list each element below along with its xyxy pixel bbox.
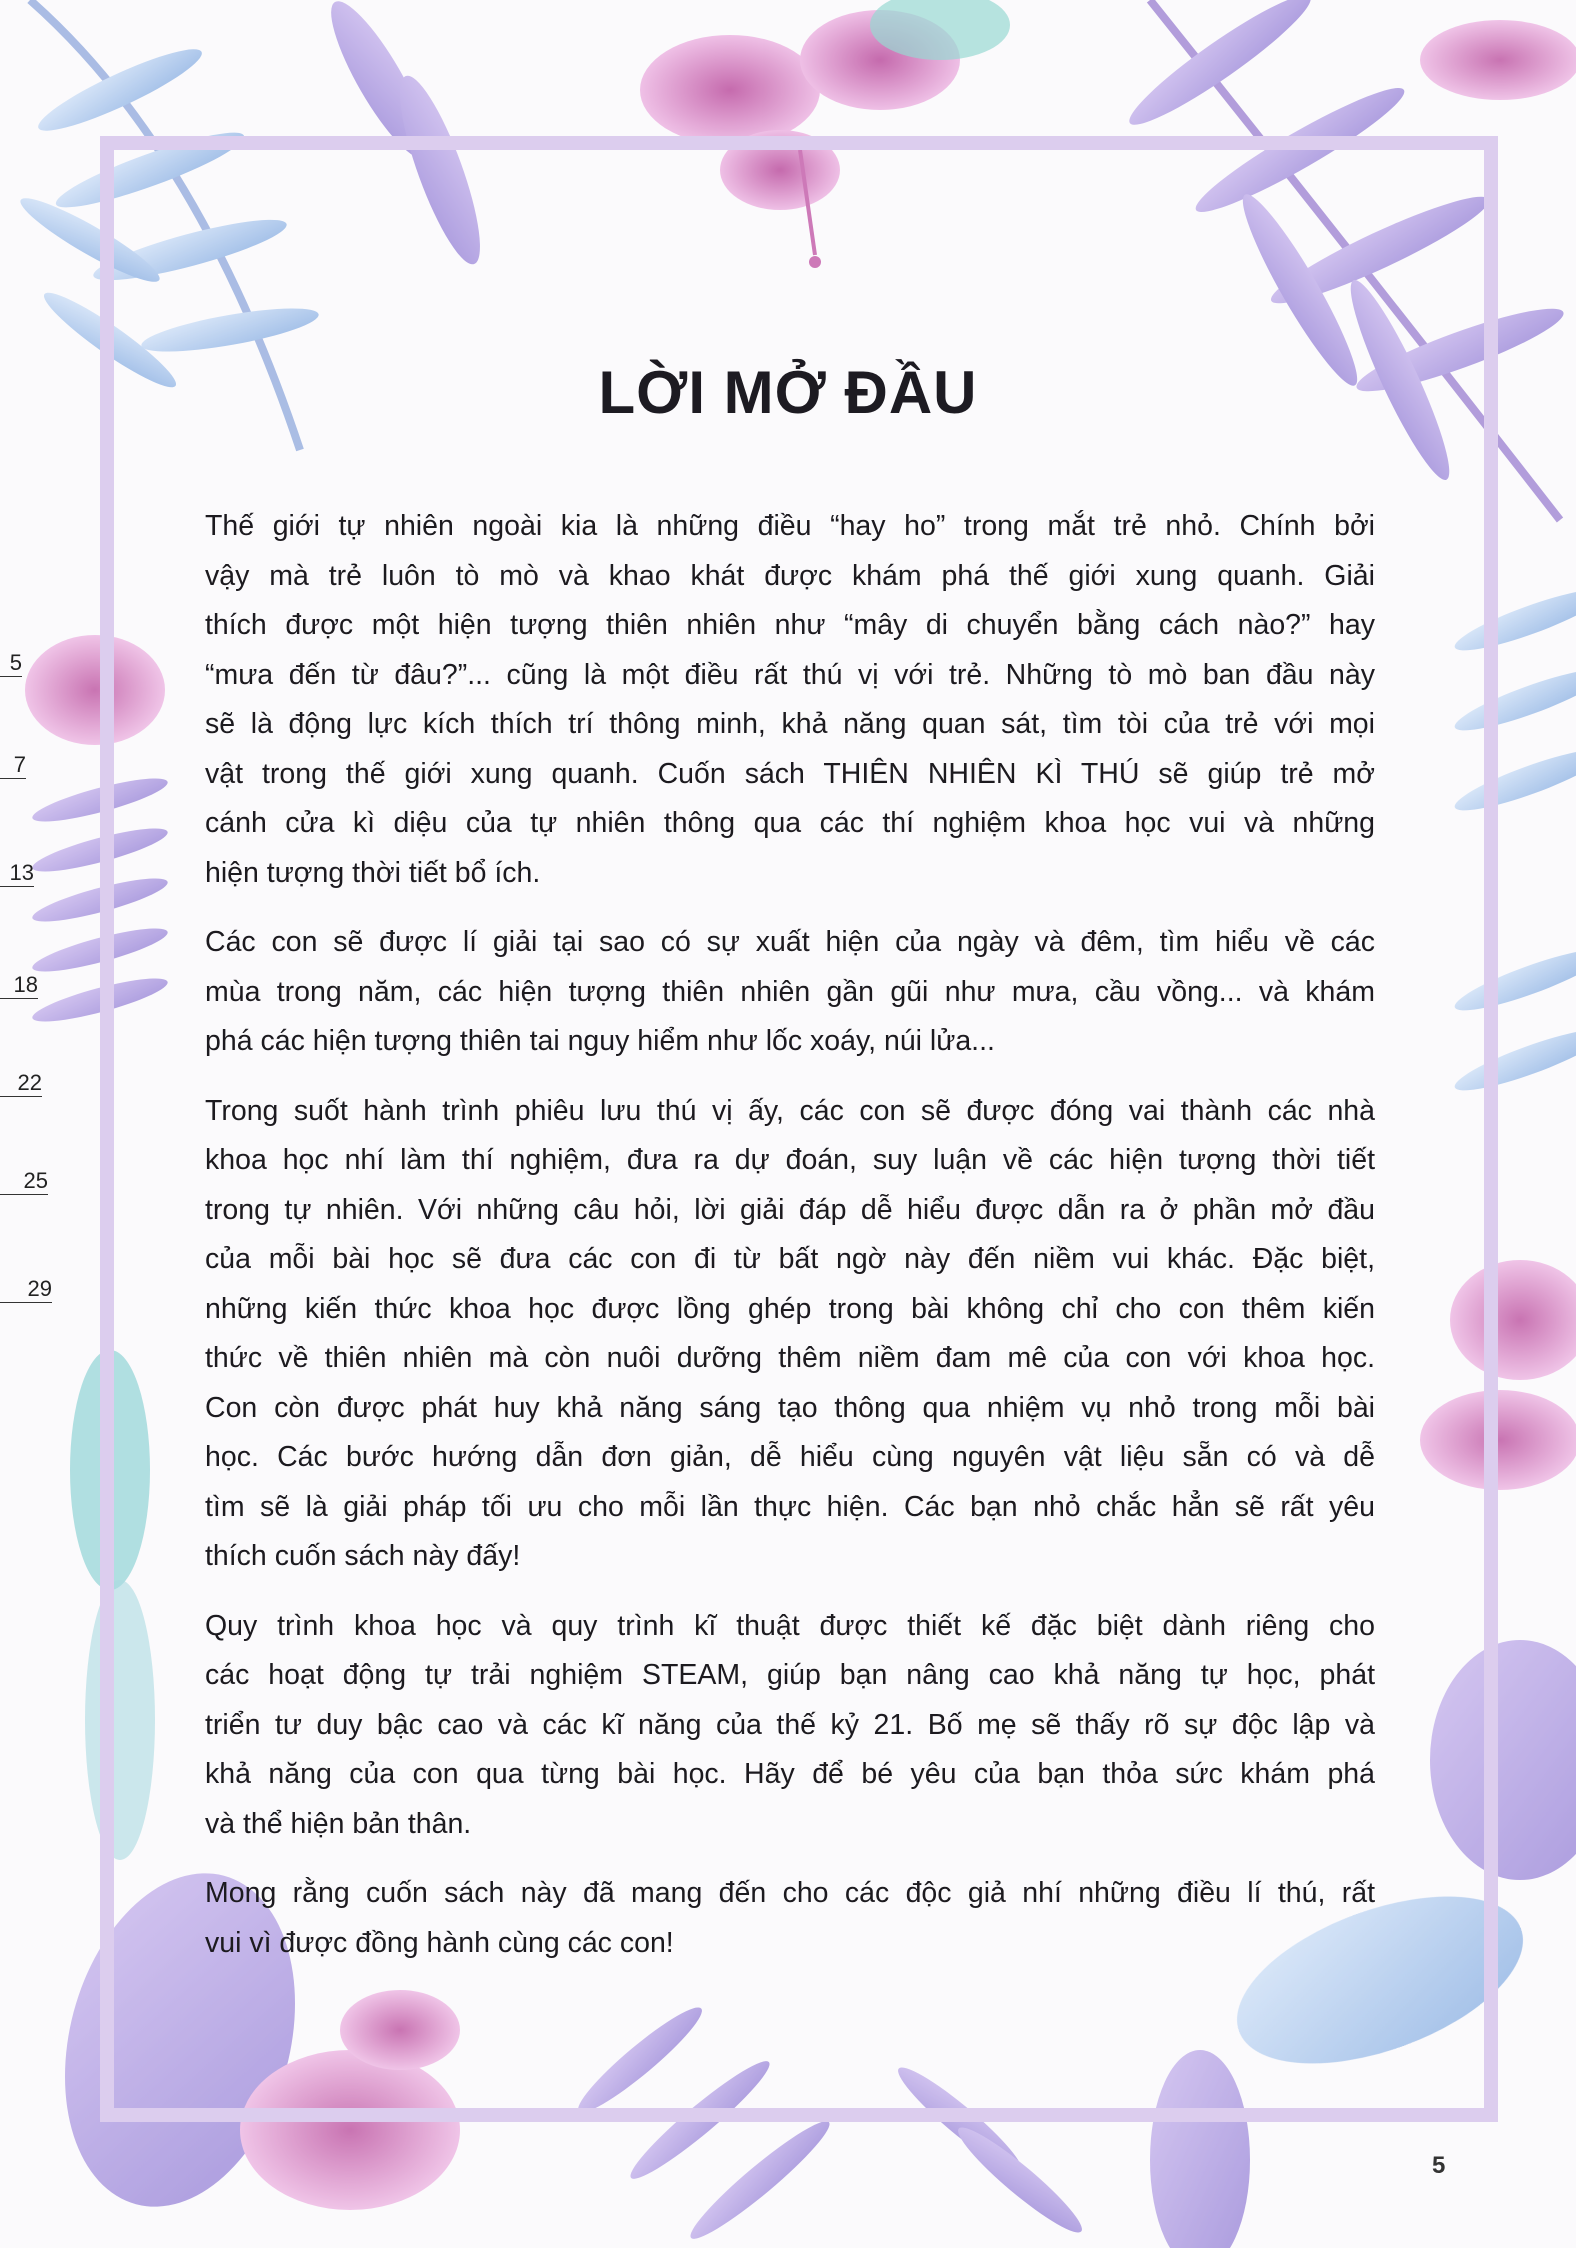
margin-number: 5 <box>0 650 22 677</box>
text-line: Mong rằng cuốn sách này đã mang đến cho các độc giả nhí những điều lí thú, rất <box>205 1877 1375 1909</box>
text-line: tìm sẽ là giải pháp tối ưu cho mỗi lần thực hiện. Các bạn nhỏ chắc hẳn sẽ rất yêu <box>205 1490 1375 1523</box>
text-line: vui vì được đồng hành cùng các con! <box>205 1926 674 1959</box>
text-line: trong tự nhiên. Với những câu hỏi, lời giải đáp dễ hiểu được dẫn ra ở phần mở đầu <box>205 1193 1375 1226</box>
page-number: 5 <box>1432 2152 1446 2179</box>
paragraph <box>205 1869 1375 1968</box>
text-line: vậy mà trẻ luôn tò mò và khao khát được khám phá thế giới xung quanh. Giải <box>205 559 1375 592</box>
text-line: cánh cửa kì diệu của tự nhiên thông qua các thí nghiệm khoa học vui và những <box>205 807 1375 839</box>
text-line: Các con sẽ được lí giải tại sao có sự xuất hiện của ngày và đêm, tìm hiểu về các <box>205 926 1375 958</box>
paragraph <box>205 1602 1375 1850</box>
paragraph <box>205 918 1375 1067</box>
text-line: sẽ là động lực kích thích trí thông minh, khả năng quan sát, tìm tòi của trẻ với mọi <box>205 708 1375 740</box>
text-line: triển tư duy bậc cao và các kĩ năng của thế kỷ 21. Bố mẹ sẽ thấy rõ sự độc lập và <box>205 1708 1375 1741</box>
text-line: khả năng của con qua từng bài học. Hãy để bé yêu của bạn thỏa sức khám phá <box>205 1758 1375 1790</box>
text-line: Thế giới tự nhiên ngoài kia là những điều “hay ho” trong mắt trẻ nhỏ. Chính bởi <box>205 510 1375 542</box>
page-title: LỜI MỞ ĐẦU <box>598 359 978 427</box>
text-line: phá các hiện tượng thiên tai nguy hiểm như lốc xoáy, núi lửa... <box>205 1025 995 1057</box>
preface-body <box>205 502 1375 1988</box>
text-line: Con còn được phát huy khả năng sáng tạo thông qua nhiệm vụ nhỏ trong mỗi bài <box>205 1391 1375 1424</box>
text-line: thích được một hiện tượng thiên nhiên như “mây di chuyển bằng cách nào?” hay <box>205 609 1375 641</box>
margin-number: 25 <box>0 1168 48 1195</box>
paragraph <box>205 502 1375 898</box>
text-line: thích cuốn sách này đấy! <box>205 1540 521 1572</box>
text-line: những kiến thức khoa học được lồng ghép trong bài không chỉ cho con thêm kiến <box>205 1292 1375 1325</box>
text-line: các hoạt động tự trải nghiệm STEAM, giúp bạn nâng cao khả năng tự học, phát <box>205 1659 1375 1691</box>
margin-number: 7 <box>0 752 26 779</box>
text-line: “mưa đến từ đâu?”... cũng là một điều rất thú vị với trẻ. Những tò mò ban đầu này <box>205 658 1375 691</box>
margin-number: 22 <box>0 1070 42 1097</box>
text-line: mùa trong năm, các hiện tượng thiên nhiên gần gũi như mưa, cầu vồng... và khám <box>205 975 1375 1008</box>
text-line: vật trong thế giới xung quanh. Cuốn sách THIÊN NHIÊN KÌ THÚ sẽ giúp trẻ mở <box>205 757 1375 790</box>
margin-number: 13 <box>0 860 34 887</box>
text-line: thức về thiên nhiên mà còn nuôi dưỡng thêm niềm đam mê của con với khoa học. <box>205 1342 1375 1374</box>
margin-number: 18 <box>0 972 38 999</box>
text-line: của mỗi bài học sẽ đưa các con đi từ bất ngờ này đến niềm vui khác. Đặc biệt, <box>205 1243 1375 1275</box>
margin-number: 29 <box>0 1276 52 1303</box>
text-line: khoa học nhí làm thí nghiệm, đưa ra dự đoán, suy luận về các hiện tượng thời tiết <box>205 1144 1375 1176</box>
paragraph <box>205 1087 1375 1582</box>
text-line: Trong suốt hành trình phiêu lưu thú vị ấy, các con sẽ được đóng vai thành các nhà <box>205 1094 1375 1127</box>
text-line: học. Các bước hướng dẫn đơn giản, dễ hiểu cùng nguyên vật liệu sẵn có và dễ <box>205 1441 1375 1473</box>
text-line: hiện tượng thời tiết bổ ích. <box>205 856 541 889</box>
text-line: Quy trình khoa học và quy trình kĩ thuật được thiết kế đặc biệt dành riêng cho <box>205 1609 1375 1642</box>
text-line: và thể hiện bản thân. <box>205 1807 472 1840</box>
